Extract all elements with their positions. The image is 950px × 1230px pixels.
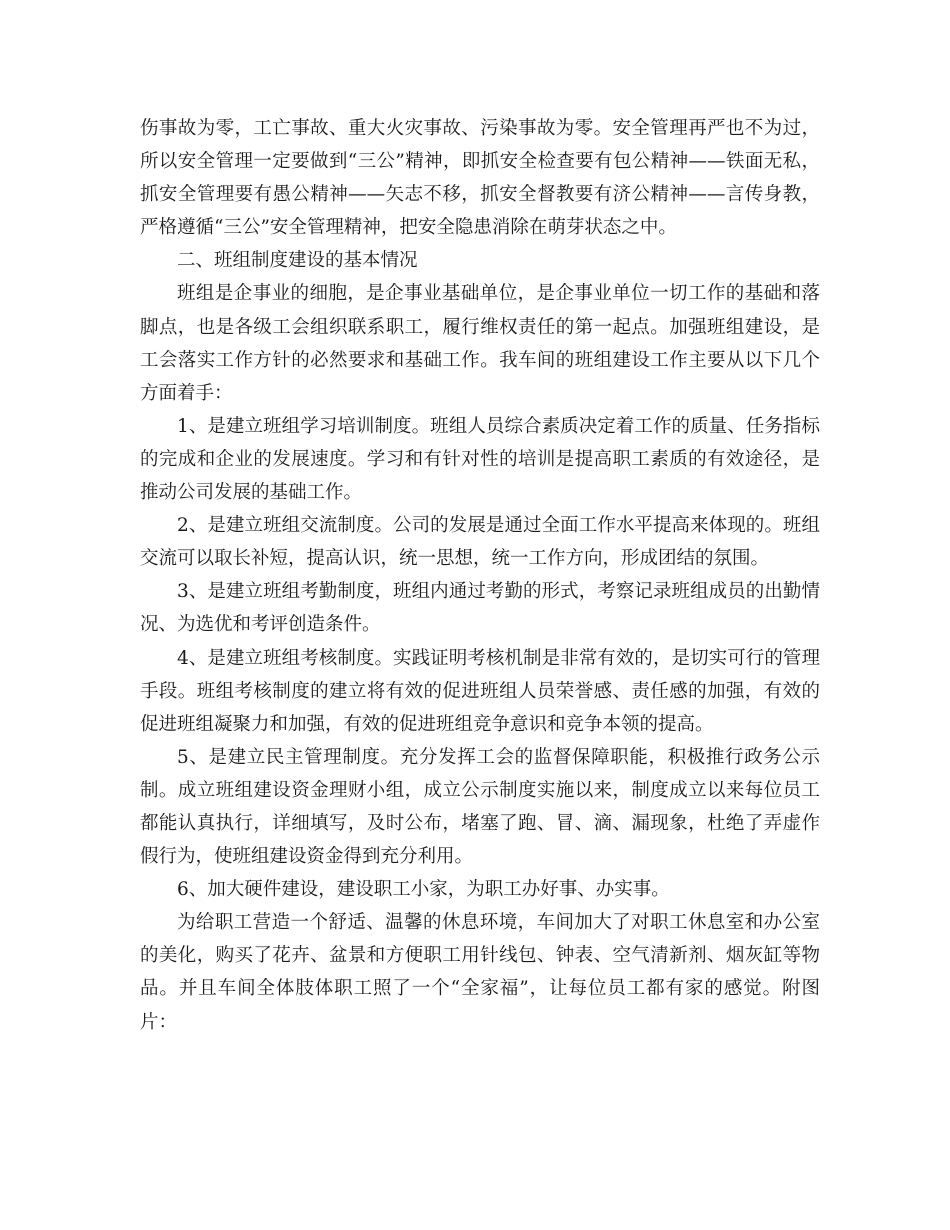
paragraph-item-1: 1、是建立班组学习培训制度。班组人员综合素质决定着工作的质量、任务指标的完成和企业的发展速度。学习和有针对性的培训是提高职工素质的有效途径，是推动公司发展的基础工作。 (140, 415, 820, 504)
paragraph-item-4: 4、是建立班组考核制度。实践证明考核机制是非常有效的，是切实可行的管理手段。班组考核制度的建立将有效的促进班组人员荣誉感、责任感的加强，有效的促进班组凝聚力和加强，有效的促进班组竞争意识和竞争本领的提高。 (140, 647, 820, 735)
paragraph-item-6: 6、加大硬件建设，建设职工小家，为职工办好事、办实事。 (177, 879, 670, 901)
paragraph-item-5: 5、是建立民主管理制度。充分发挥工会的监督保障职能，积极推行政务公示制。成立班组建设资金理财小组，成立公示制度实施以来，制度成立以来每位员工都能认真执行，详细填写，及时公布，堵塞了跑、冒、滴、漏现象，杜绝了弄虚作假行为，使班组建设资金得到充分利用。 (140, 746, 820, 868)
paragraph-closing: 为给职工营造一个舒适、温馨的休息环境，车间加大了对职工休息室和办公室的美化，购买了花卉、盆景和方便职工用针线包、钟表、空气清新剂、烟灰缸等物品。并且车间全体肢体职工照了一个“全家福”，让每位员工都有家的感觉。附图片： (140, 912, 820, 1033)
section-heading: 二、班组制度建设的基本情况 (177, 250, 418, 272)
paragraph-item-3: 3、是建立班组考勤制度，班组内通过考勤的形式，考察记录班组成员的出勤情况、为选优和考评创造条件。 (140, 581, 820, 636)
document-body (140, 112, 820, 1039)
paragraph-intro: 班组是企事业的细胞，是企事业基础单位，是企事业单位一切工作的基础和落脚点，也是各级工会组织联系职工，履行维权责任的第一起点。加强班组建设，是工会落实工作方针的必然要求和基础工作。我车间的班组建设工作主要从以下几个方面着手： (140, 283, 820, 404)
paragraph-continuation: 伤事故为零，工亡事故、重大火灾事故、污染事故为零。安全管理再严也不为过，所以安全管理一定要做到“三公”精神，即抓安全检查要有包公精神——铁面无私，抓安全管理要有愚公精神——矢志不移，抓安全督教要有济公精神——言传身教，严格遵循“三公”安全管理精神，把安全隐患消除在萌芽状态之中。 (140, 118, 820, 239)
paragraph-item-2: 2、是建立班组交流制度。公司的发展是通过全面工作水平提高来体现的。班组交流可以取长补短，提高认识，统一思想，统一工作方向，形成团结的氛围。 (140, 515, 820, 570)
